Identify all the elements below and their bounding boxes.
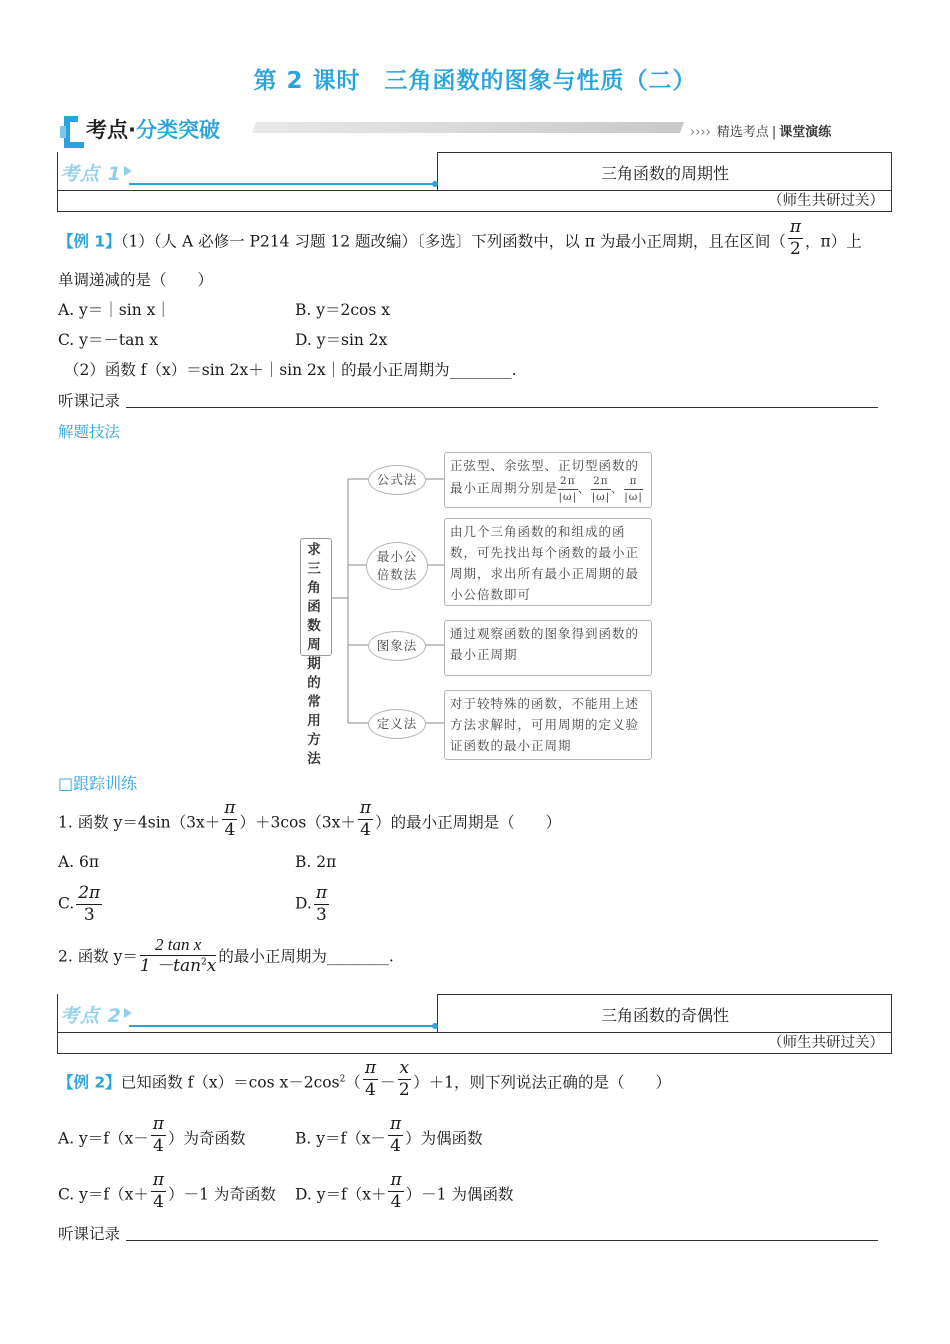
track-q2-den-x: x: [206, 956, 217, 976]
track-option-d-den: 3: [315, 905, 327, 925]
ex2-option-c-pre: C. y＝f（x＋: [58, 1185, 149, 1204]
track-q1-frac2-num: π: [359, 798, 372, 818]
ex1-intro: （1）（人 A 必修一 P214 习题 12 题改编）〔多选〕下列函数中，以 π 为最小正周期，且在区间（: [120, 232, 786, 251]
track-q2-den: [140, 956, 216, 975]
banner-tag-sep: |: [771, 125, 777, 140]
ex2-option-b-post: ）为偶函数: [405, 1129, 483, 1148]
kp1-title: 三角函数的周期性: [600, 164, 729, 183]
banner-arrows-icon: ››››: [690, 125, 711, 140]
kp2-title: 三角函数的奇偶性: [600, 1006, 729, 1025]
banner-heading-dot: ·: [128, 118, 136, 142]
track-q2-b: 的最小正周期为________.: [218, 947, 394, 966]
ex1-tail: ，π）上: [805, 232, 862, 251]
track-q1: [58, 798, 562, 840]
track-option-c-den: 3: [83, 905, 95, 925]
ex1-question-2: （2）函数 f（x）＝sin 2x＋｜sin 2x｜的最小正周期为________.: [64, 361, 517, 379]
ex1-option-a: A. y＝｜sin x｜: [58, 301, 171, 319]
method-heading: 解题技法: [58, 423, 121, 441]
ex2-option-d-post: ）－1 为偶函数: [405, 1185, 514, 1204]
section-banner: [58, 112, 892, 150]
ex2-sup: 2: [339, 1074, 346, 1085]
ex2-frac1-den: 4: [364, 1080, 376, 1100]
track-q2-a: 2. 函数 y＝: [58, 947, 138, 966]
ex1-frac-den: 2: [790, 239, 801, 259]
ex2-text-b: （: [345, 1073, 361, 1092]
method-node-formula: 公式法: [368, 465, 426, 495]
ex2-question: [58, 1058, 671, 1100]
track-option-c-label: C.: [58, 894, 75, 913]
kp1-badge: 考点 1: [60, 163, 122, 185]
ex1-line2: 单调递减的是（ ）: [58, 271, 214, 289]
track-option-d: [295, 885, 331, 924]
banner-heading-b: 分类突破: [135, 118, 220, 142]
track-heading: □跟踪训练: [58, 774, 138, 793]
ex2-option-c: [58, 1170, 276, 1212]
method-root: [300, 538, 332, 767]
ex2-text-c: ）＋1，则下列说法正确的是（ ）: [413, 1073, 671, 1092]
ex2-option-a: [58, 1114, 246, 1156]
method-desc-graph: 通过观察函数的图象得到函数的最小正周期: [444, 620, 652, 676]
method-node-lcm: [366, 542, 428, 590]
ex2-minus: －: [380, 1073, 396, 1092]
formula-sep1: 、: [577, 480, 592, 496]
ex2-text-a: 已知函数 f（x）＝cos x－2cos: [120, 1073, 340, 1092]
method-desc-formula: [444, 452, 652, 508]
page-title: 第 2 课时 三角函数的图象与性质（二）: [253, 68, 697, 94]
method-desc-formula-a: 正弦型、余弦型、正切型函数的: [450, 458, 640, 473]
formula-frac1-den: |ω|: [558, 490, 578, 503]
track-option-c-num: 2π: [78, 883, 101, 903]
ex1-fraction: [788, 219, 803, 258]
track-q2-num: 2 tan x: [140, 936, 216, 956]
track-option-a: A. 6π: [58, 853, 100, 871]
kp2-underline: [129, 1025, 435, 1027]
track-option-b: B. 2π: [295, 853, 337, 871]
track-option-d-label: D.: [295, 894, 312, 913]
formula-frac2-den: |ω|: [591, 490, 611, 503]
method-node-definition: 定义法: [368, 709, 426, 739]
ex2-option-d-num: π: [390, 1170, 402, 1190]
ex1-record-line[interactable]: [126, 407, 878, 408]
kp1-header: [57, 152, 892, 214]
ex2-option-b-num: π: [389, 1114, 402, 1134]
method-node-lcm-b: 倍数法: [376, 567, 418, 582]
method-desc-lcm: 由几个三角函数的和组成的函数，可先找出每个函数的最小正周期，求出所有最小正周期的最小公倍数即可: [444, 518, 652, 606]
ex2-record-line[interactable]: [126, 1240, 878, 1241]
ex2-option-a-den: 4: [152, 1136, 164, 1156]
banner-gray-bar: [252, 122, 684, 133]
method-root-text: 求三角函数周期的常用方法: [307, 542, 325, 767]
ex1-record-label: 听课记录: [58, 392, 121, 410]
ex2-option-c-num: π: [152, 1170, 165, 1190]
ex2-frac2-num: x: [399, 1058, 410, 1078]
track-q1-a: 1. 函数 y＝4sin（3x＋: [58, 813, 221, 832]
formula-frac2-num: 2π: [591, 476, 611, 490]
formula-sep2: 、: [610, 480, 625, 496]
ex1-option-c: C. y＝－tan x: [58, 331, 159, 349]
ex2-option-c-post: ）－1 为奇函数: [168, 1185, 276, 1204]
track-q2: [58, 935, 394, 976]
track-q1-frac2-den: 4: [360, 820, 371, 840]
ex2-option-b-pre: B. y＝f（x－: [295, 1129, 386, 1148]
track-q1-c: ）的最小正周期是（ ）: [375, 813, 562, 832]
formula-frac3-den: |ω|: [624, 490, 643, 503]
track-q2-den-sup: 2: [201, 957, 207, 968]
track-q2-den-main: 1 －tan: [139, 956, 202, 976]
ex2-option-b-den: 4: [390, 1136, 401, 1156]
method-node-graph: 图象法: [368, 631, 426, 661]
formula-frac1-num: 2π: [558, 476, 578, 490]
ex2-option-a-num: π: [152, 1114, 164, 1134]
ex2-frac2-den: 2: [398, 1080, 410, 1100]
ex2-option-a-pre: A. y＝f（x－: [58, 1129, 149, 1148]
ex2-option-d-pre: D. y＝f（x＋: [295, 1185, 387, 1204]
kp1-triangle-icon: [123, 165, 133, 177]
ex1-frac-num: π: [789, 217, 802, 237]
banner-tag-a: 精选考点: [716, 125, 769, 140]
banner-tag-b: 课堂演练: [779, 125, 832, 140]
kp1-underline: [129, 183, 435, 185]
method-desc-definition: 对于较特殊的函数，不能用上述方法求解时，可用周期的定义验证函数的最小正周期: [444, 690, 652, 760]
method-node-lcm-a: 最小公: [376, 549, 418, 564]
ex2-record-label: 听课记录: [58, 1225, 121, 1243]
formula-frac3-num: π: [624, 476, 643, 490]
kp2-badge: 考点 2: [60, 1005, 122, 1027]
kp2-note: （师生共研过关）: [768, 1035, 884, 1051]
kp2-header: [57, 994, 892, 1056]
track-q1-frac1-den: 4: [224, 820, 236, 840]
kp1-note: （师生共研过关）: [768, 193, 884, 209]
ex2-label: 【例 2】: [58, 1073, 121, 1092]
ex1-label: 【例 1】: [58, 232, 121, 251]
ex2-frac1-num: π: [364, 1058, 376, 1078]
banner-heading-a: 考点: [86, 118, 128, 142]
ex1-option-b: B. y＝2cos x: [295, 301, 390, 319]
ex2-option-a-post: ）为奇函数: [167, 1129, 246, 1148]
track-option-d-num: π: [315, 883, 327, 903]
banner-bracket-icon: [58, 112, 88, 150]
track-q1-frac1-num: π: [224, 798, 236, 818]
ex1-option-d: D. y＝sin 2x: [295, 331, 388, 349]
track-q1-b: ）＋3cos（3x＋: [239, 813, 356, 832]
kp2-triangle-icon: [123, 1007, 133, 1019]
ex2-option-d: [295, 1170, 514, 1212]
ex2-option-b: [295, 1114, 483, 1156]
track-option-c: [58, 885, 104, 924]
method-desc-formula-b: 最小正周期分别是: [450, 480, 559, 496]
ex2-option-d-den: 4: [390, 1192, 402, 1212]
method-diagram: [298, 450, 658, 767]
ex2-option-c-den: 4: [153, 1192, 164, 1212]
